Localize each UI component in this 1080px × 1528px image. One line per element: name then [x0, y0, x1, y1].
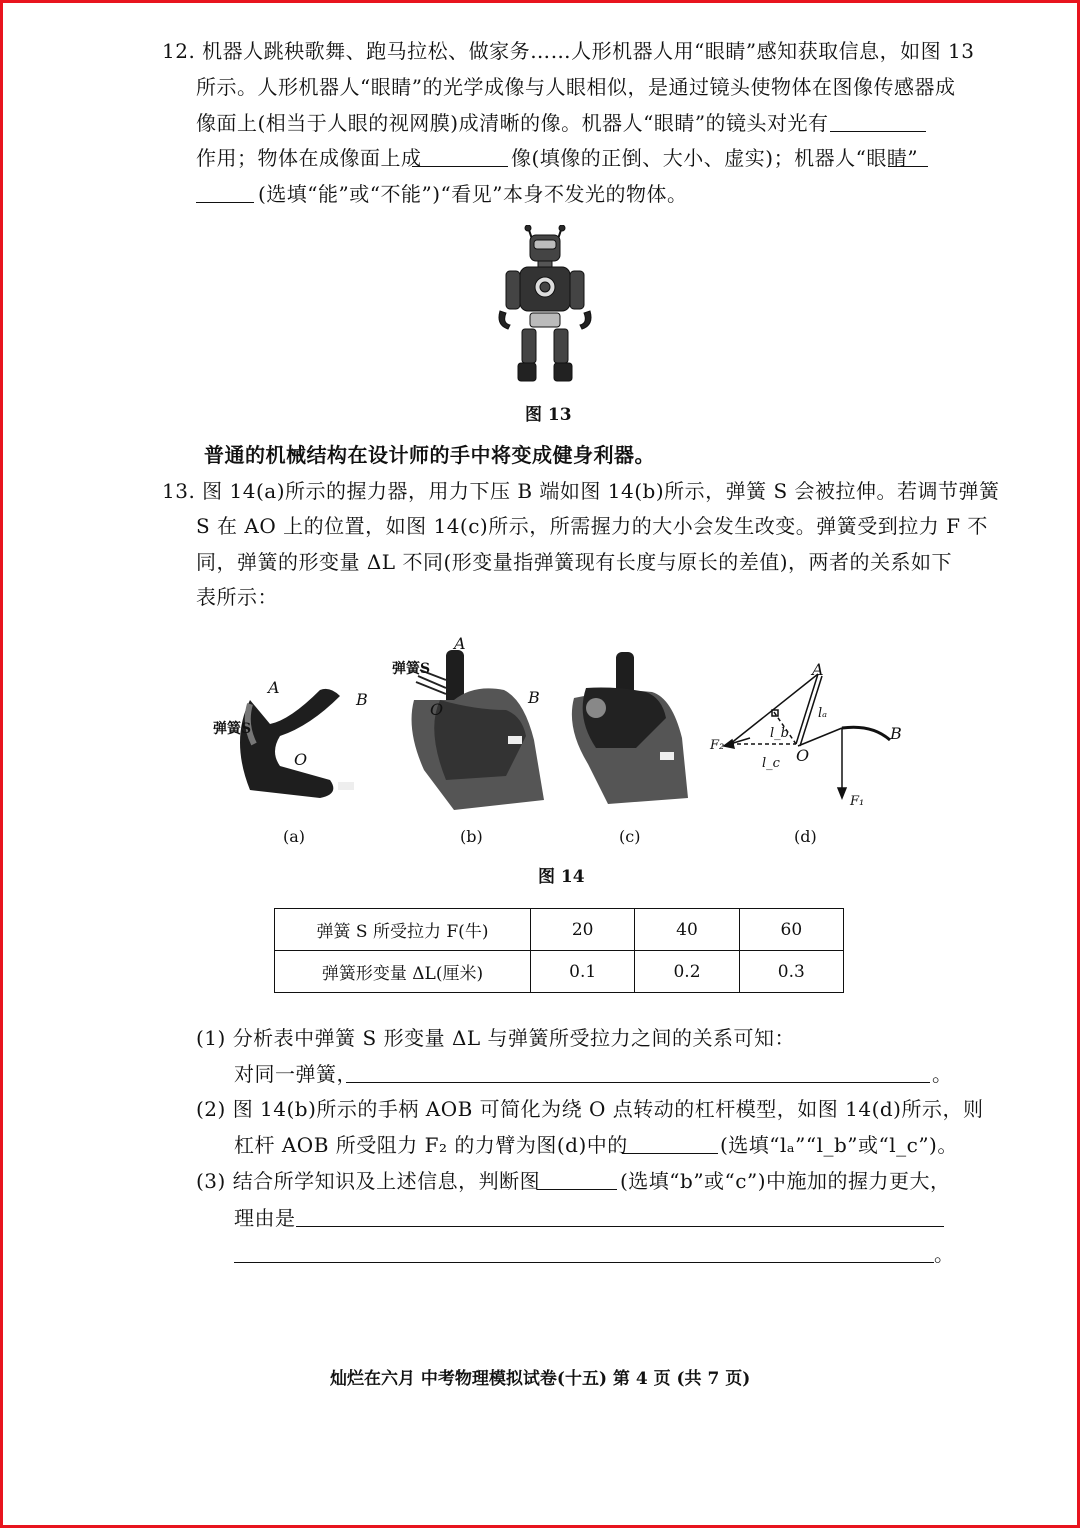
- q13-line4: 表所示：: [196, 585, 278, 609]
- table-cell: 20: [531, 909, 635, 951]
- table-row: [275, 909, 844, 951]
- q13-part3-answer-line-1[interactable]: [296, 1226, 944, 1227]
- section-intro: 普通的机械结构在设计师的手中将变成健身利器。: [204, 443, 655, 467]
- q12-blank-3a[interactable]: [888, 166, 928, 167]
- q13-part2-blank[interactable]: [622, 1153, 718, 1154]
- fig14d-label-F2: F₂: [710, 738, 725, 753]
- spring-data-table: [274, 908, 844, 993]
- fig14d-label-O: O: [796, 746, 810, 765]
- q13-line2: S 在 AO 上的位置，如图 14(c)所示，所需握力的大小会发生改变。弹簧受到拉力 F 不: [196, 514, 988, 538]
- q13-part2-line2b: (选填“lₐ”“l_b”或“l_c”)。: [720, 1133, 958, 1157]
- fig14b-label-B: B: [528, 688, 540, 707]
- fig14-sub-b: (b): [460, 827, 483, 846]
- table-cell: 0.2: [635, 951, 739, 993]
- q12-blank-1[interactable]: [830, 131, 926, 132]
- table-row: [275, 951, 844, 993]
- q12-blank-3b[interactable]: [196, 202, 254, 203]
- fig14-sub-d: (d): [794, 827, 817, 846]
- figure-13-caption: 图 13: [525, 405, 572, 425]
- figure-14a-hand-gripper: [210, 670, 380, 810]
- table-cell: 0.3: [739, 951, 843, 993]
- q13-part3-answer-line-2[interactable]: [234, 1262, 934, 1263]
- q13-part2-line2a: 杠杆 AOB 所受阻力 F₂ 的力臂为图(d)中的: [234, 1133, 628, 1157]
- fig14d-label-B: B: [890, 724, 902, 743]
- fig14a-label-B: B: [356, 690, 368, 709]
- fig14-sub-a: (a): [283, 827, 306, 846]
- q12-blank-2[interactable]: [412, 166, 508, 167]
- fig14a-label-spring: 弹簧S: [213, 721, 252, 737]
- q13-part1-period: 。: [932, 1062, 953, 1086]
- fig14b-label-A: A: [454, 634, 466, 653]
- q13-part2-line1: (2) 图 14(b)所示的手柄 AOB 可简化为绕 O 点转动的杠杆模型，如图 14(d)所示，则: [196, 1097, 984, 1121]
- fig14d-label-F1: F₁: [850, 794, 865, 809]
- q13-part3-line1a: (3) 结合所学知识及上述信息，判断图: [196, 1169, 541, 1193]
- q13-part1-line2: 对同一弹簧，: [234, 1062, 357, 1086]
- q13-part1-line1: (1) 分析表中弹簧 S 形变量 ΔL 与弹簧所受拉力之间的关系可知：: [196, 1026, 796, 1050]
- figure-14c-hand-gripper-adjusted: [566, 648, 696, 818]
- fig14-sub-c: (c): [619, 827, 641, 846]
- q13-part3-period: 。: [934, 1242, 955, 1266]
- fig14a-label-O: O: [294, 750, 308, 769]
- q13-part3-blank[interactable]: [537, 1189, 617, 1190]
- page-footer: 灿烂在六月 中考物理模拟试卷(十五) 第 4 页 (共 7 页): [330, 1369, 751, 1389]
- robot-figure: [490, 225, 600, 383]
- table-row-header: 弹簧形变量 ΔL(厘米): [275, 951, 531, 993]
- q13-part3-line1b: (选填“b”或“c”)中施加的握力更大，: [620, 1169, 951, 1193]
- q12-line2: 所示。人形机器人“眼睛”的光学成像与人眼相似，是通过镜头使物体在图像传感器成: [196, 75, 956, 99]
- fig14d-label-A: A: [812, 660, 824, 679]
- q12-line1: 12. 机器人跳秧歌舞、跑马拉松、做家务……人形机器人用“眼睛”感知获取信息，如图 13: [162, 39, 975, 63]
- figure-14d-lever-diagram: [710, 660, 910, 810]
- q12-line3: 像面上(相当于人眼的视网膜)成清晰的像。机器人“眼睛”的镜头对光有: [196, 111, 829, 135]
- q13-line3: 同，弹簧的形变量 ΔL 不同(形变量指弹簧现有长度与原长的差值)，两者的关系如下: [196, 550, 953, 574]
- fig14b-label-spring: 弹簧S: [392, 661, 431, 677]
- fig14d-label-lc: l_c: [762, 756, 780, 771]
- fig14b-label-O: O: [430, 700, 444, 719]
- q13-part1-answer-line[interactable]: [346, 1082, 930, 1083]
- q12-line4b: 像(填像的正倒、大小、虚实)；机器人“眼睛”: [511, 146, 919, 170]
- q13-line1: 13. 图 14(a)所示的握力器，用力下压 B 端如图 14(b)所示，弹簧 S 会被拉伸。若调节弹簧: [162, 479, 1000, 503]
- fig14d-label-lb: l_b: [770, 726, 789, 741]
- table-cell: 60: [739, 909, 843, 951]
- table-cell: 0.1: [531, 951, 635, 993]
- q12-line5: (选填“能”或“不能”)“看见”本身不发光的物体。: [258, 182, 688, 206]
- fig14d-label-la: lₐ: [818, 706, 828, 721]
- q13-part3-line2: 理由是: [234, 1206, 296, 1230]
- table-cell: 40: [635, 909, 739, 951]
- figure-14-caption: 图 14: [538, 867, 585, 887]
- q12-line4a: 作用；物体在成像面上成: [196, 146, 422, 170]
- fig14a-label-A: A: [268, 678, 280, 697]
- table-row-header: 弹簧 S 所受拉力 F(牛): [275, 909, 531, 951]
